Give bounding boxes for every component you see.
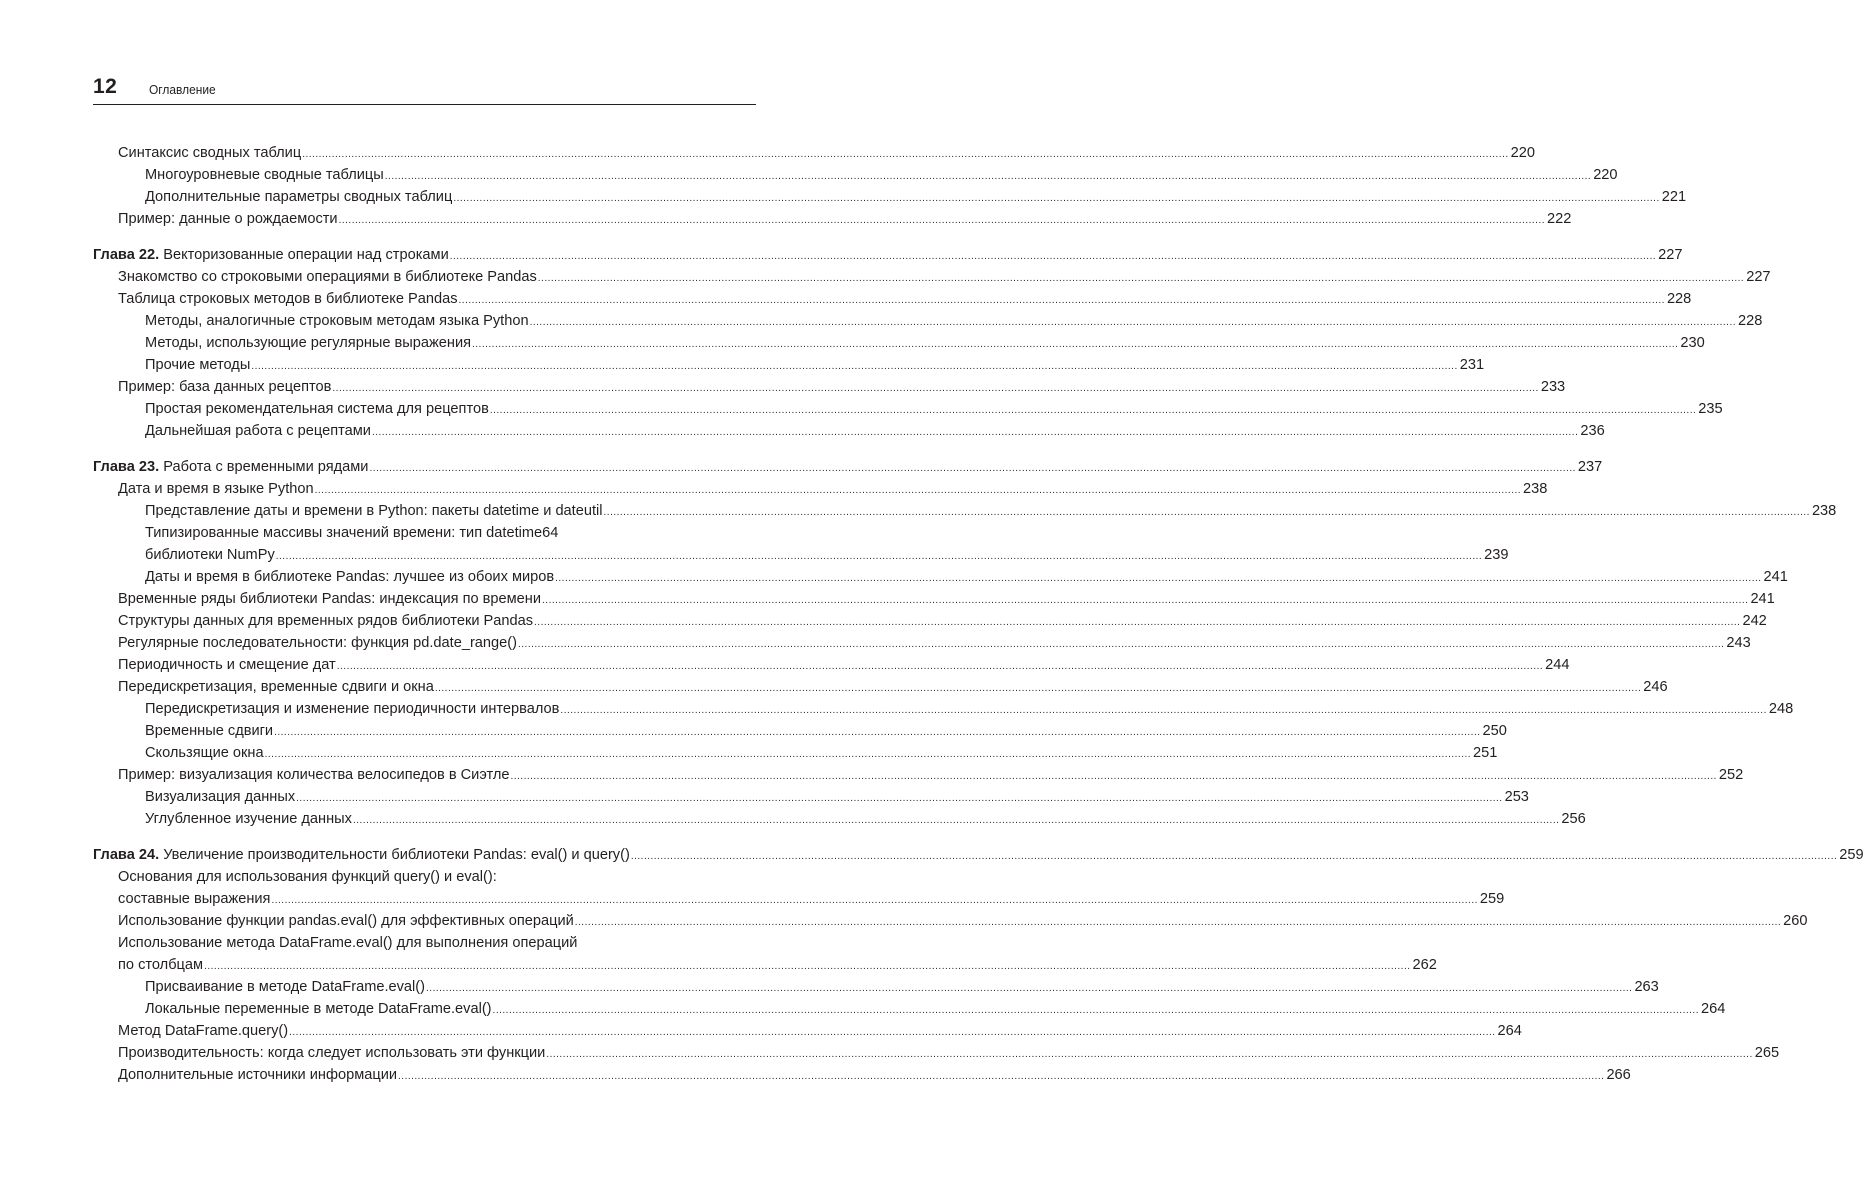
toc-entry bbox=[93, 310, 1763, 332]
toc-page-number: 236 bbox=[1580, 423, 1605, 439]
leader-dots bbox=[385, 166, 1591, 188]
toc-entry bbox=[93, 632, 1751, 654]
toc-entry bbox=[93, 566, 1788, 588]
toc-entry bbox=[93, 866, 1505, 910]
toc-entry-title: Передискретизация, временные сдвиги и окна bbox=[118, 679, 434, 695]
leader-dots bbox=[339, 210, 1545, 232]
toc-entry-last-line bbox=[118, 888, 1505, 910]
toc-page-number: 252 bbox=[1718, 767, 1744, 783]
leader-dots bbox=[575, 912, 1781, 934]
toc-entry-title: по столбцам bbox=[118, 957, 204, 973]
leader-dots bbox=[315, 480, 1521, 502]
toc-entry-title: Временные сдвиги bbox=[145, 723, 274, 739]
toc-page-number: 228 bbox=[1738, 313, 1763, 329]
toc-entry-title: Прочие методы bbox=[145, 357, 251, 373]
leader-dots bbox=[398, 1066, 1604, 1088]
toc-page-number: 264 bbox=[1497, 1023, 1522, 1039]
toc-chapter-name: Увеличение производительности библиотеки Pandas: eval() и query() bbox=[163, 847, 630, 863]
toc-entry bbox=[93, 976, 1659, 998]
toc-page-number: 221 bbox=[1661, 189, 1687, 205]
toc-page-number: 242 bbox=[1742, 613, 1767, 629]
running-head: Оглавление bbox=[149, 82, 216, 97]
leader-dots bbox=[546, 1044, 1752, 1066]
toc-entry-title: Периодичность и смещение дат bbox=[118, 657, 336, 673]
toc-entry bbox=[93, 398, 1723, 420]
toc-chapter-name: Векторизованные операции над строками bbox=[163, 247, 449, 263]
toc-entry bbox=[93, 998, 1726, 1020]
toc-entry-title: Регулярные последовательности: функция pd.date_range() bbox=[118, 635, 517, 651]
toc-entry-title: Представление даты и времени в Python: пакеты datetime и dateutil bbox=[145, 503, 603, 519]
toc-page-number: 227 bbox=[1658, 247, 1683, 263]
toc-chapter bbox=[93, 456, 1603, 478]
toc-entry bbox=[93, 786, 1529, 808]
toc-entry bbox=[93, 742, 1498, 764]
leader-dots bbox=[631, 846, 1837, 868]
leader-dots bbox=[542, 590, 1748, 612]
toc-entry-title: Метод DataFrame.query() bbox=[118, 1023, 289, 1039]
toc-entry-title: Дальнейшая работа с рецептами bbox=[145, 423, 371, 439]
toc-entry-title-line1: Типизированные массивы значений времени: тип datetime64 bbox=[145, 525, 559, 541]
leader-dots bbox=[369, 458, 1575, 480]
toc-chapter-number: Глава 23. bbox=[93, 459, 160, 475]
page-number: 12 bbox=[93, 75, 118, 98]
toc-page-number: 259 bbox=[1479, 891, 1505, 907]
toc-page-number: 263 bbox=[1634, 979, 1659, 995]
toc-page-number: 220 bbox=[1593, 167, 1618, 183]
toc-entry bbox=[93, 1020, 1522, 1042]
toc-entry-title: Присваивание в методе DataFrame.eval() bbox=[145, 979, 426, 995]
toc-entry bbox=[93, 522, 1509, 566]
toc-entry bbox=[93, 654, 1570, 676]
leader-dots bbox=[274, 722, 1480, 744]
toc-chapter bbox=[93, 844, 1864, 866]
toc-page-number: 237 bbox=[1577, 459, 1603, 475]
toc-page-number: 241 bbox=[1750, 591, 1775, 607]
toc-entry-title: Методы, аналогичные строковым методам языка Python bbox=[145, 313, 529, 329]
toc-page-number: 253 bbox=[1504, 789, 1529, 805]
leader-dots bbox=[604, 502, 1810, 524]
toc-entry bbox=[93, 208, 1572, 230]
toc-entry bbox=[93, 1064, 1631, 1086]
toc-entry-title: Простая рекомендательная система для рецептов bbox=[145, 401, 489, 417]
leader-dots bbox=[302, 144, 1508, 166]
toc-entry-title: Знакомство со строковыми операциями в библиотеке Pandas bbox=[118, 269, 537, 285]
toc-page-number: 230 bbox=[1680, 335, 1705, 351]
leader-dots bbox=[251, 356, 1457, 378]
toc-entry-title: составные выражения bbox=[118, 891, 271, 907]
leader-dots bbox=[490, 400, 1696, 422]
toc-entry bbox=[93, 478, 1548, 500]
leader-dots bbox=[453, 188, 1659, 210]
toc-page-number: 256 bbox=[1561, 811, 1586, 827]
toc-entry bbox=[93, 698, 1794, 720]
toc-entry bbox=[93, 932, 1437, 976]
toc-page-number: 233 bbox=[1540, 379, 1566, 395]
toc-page-number: 222 bbox=[1547, 211, 1572, 227]
toc-page-number: 250 bbox=[1482, 723, 1507, 739]
toc-entry bbox=[93, 186, 1687, 208]
toc-page-number: 264 bbox=[1700, 1001, 1726, 1017]
toc-entry-title: Методы, использующие регулярные выражения bbox=[145, 335, 471, 351]
toc-entry-last-line bbox=[145, 544, 1509, 566]
leader-dots bbox=[372, 422, 1578, 444]
toc-entry-title: Даты и время в библиотеке Pandas: лучшее из обоих миров bbox=[145, 569, 555, 585]
toc-chapter-number: Глава 24. bbox=[93, 847, 160, 863]
toc-page-number: 239 bbox=[1484, 547, 1509, 563]
toc-chapter-number: Глава 22. bbox=[93, 247, 160, 263]
toc-entry-title: Дата и время в языке Python bbox=[118, 481, 314, 497]
toc-entry-title: Дополнительные параметры сводных таблиц bbox=[145, 189, 453, 205]
toc-page-number: 241 bbox=[1763, 569, 1788, 585]
toc-entry-title: Производительность: когда следует использовать эти функции bbox=[118, 1045, 546, 1061]
toc-chapter bbox=[93, 244, 1683, 266]
toc-page-number: 244 bbox=[1545, 657, 1570, 673]
leader-dots bbox=[459, 290, 1665, 312]
toc-entry bbox=[93, 142, 1535, 164]
leader-dots bbox=[518, 634, 1724, 656]
leader-dots bbox=[296, 788, 1502, 810]
leader-dots bbox=[271, 890, 1477, 912]
toc-entry-title: Структуры данных для временных рядов библиотеки Pandas bbox=[118, 613, 534, 629]
toc-page-number: 246 bbox=[1643, 679, 1668, 695]
leader-dots bbox=[204, 956, 1410, 978]
toc-entry bbox=[93, 764, 1744, 786]
toc-entry bbox=[93, 1042, 1780, 1064]
toc-page-number: 262 bbox=[1412, 957, 1437, 973]
toc-entry-title: Дополнительные источники информации bbox=[118, 1067, 398, 1083]
toc-entry-title: Углубленное изучение данных bbox=[145, 811, 352, 827]
leader-dots bbox=[265, 744, 1471, 766]
toc-entry bbox=[93, 610, 1767, 632]
toc-entry-last-line bbox=[118, 954, 1437, 976]
toc-entry bbox=[93, 588, 1775, 610]
toc-entry-title: Пример: данные о рождаемости bbox=[118, 211, 338, 227]
toc-page-number: 231 bbox=[1459, 357, 1485, 373]
toc-entry-title: Передискретизация и изменение периодичности интервалов bbox=[145, 701, 560, 717]
toc-entry-title: Пример: база данных рецептов bbox=[118, 379, 332, 395]
toc-entry bbox=[93, 910, 1808, 932]
leader-dots bbox=[332, 378, 1538, 400]
leader-dots bbox=[289, 1022, 1495, 1044]
toc-entry bbox=[93, 376, 1566, 398]
toc-entry-title: Таблица строковых методов в библиотеке Pandas bbox=[118, 291, 458, 307]
toc-page-number: 220 bbox=[1510, 145, 1535, 161]
toc-chapter-title bbox=[93, 456, 368, 478]
toc-entry bbox=[93, 164, 1618, 186]
toc-page-number: 259 bbox=[1839, 847, 1864, 863]
toc-entry-title: Локальные переменные в методе DataFrame.eval() bbox=[145, 1001, 492, 1017]
toc-page-number: 235 bbox=[1698, 401, 1723, 417]
toc-entry bbox=[93, 332, 1705, 354]
toc-entry-title: Пример: визуализация количества велосипедов в Сиэтле bbox=[118, 767, 510, 783]
toc-entry-title: библиотеки NumPy bbox=[145, 547, 275, 563]
leader-dots bbox=[555, 568, 1761, 590]
toc-page-number: 243 bbox=[1726, 635, 1751, 651]
toc-entry bbox=[93, 420, 1605, 442]
leader-dots bbox=[534, 612, 1740, 634]
toc-chapter-title bbox=[93, 244, 449, 266]
leader-dots bbox=[510, 766, 1716, 788]
leader-dots bbox=[538, 268, 1744, 290]
leader-dots bbox=[450, 246, 1656, 268]
toc-entry-title: Синтаксис сводных таблиц bbox=[118, 145, 302, 161]
toc-entry bbox=[93, 500, 1837, 522]
leader-dots bbox=[493, 1000, 1699, 1022]
toc-page-number: 238 bbox=[1811, 503, 1837, 519]
toc-entry-title: Временные ряды библиотеки Pandas: индексация по времени bbox=[118, 591, 542, 607]
toc-page-number: 266 bbox=[1606, 1067, 1631, 1083]
toc-entry-title-line1: Использование метода DataFrame.eval() для выполнения операций bbox=[118, 935, 578, 951]
toc-page-number: 238 bbox=[1523, 481, 1548, 497]
toc-entry bbox=[93, 288, 1692, 310]
toc-chapter-title bbox=[93, 844, 630, 866]
toc-entry-title: Визуализация данных bbox=[145, 789, 296, 805]
leader-dots bbox=[435, 678, 1641, 700]
leader-dots bbox=[426, 978, 1632, 1000]
toc-entry-title: Скользящие окна bbox=[145, 745, 264, 761]
toc-page-number: 227 bbox=[1746, 269, 1771, 285]
toc-page-number: 248 bbox=[1768, 701, 1794, 717]
leader-dots bbox=[530, 312, 1736, 334]
table-of-contents bbox=[93, 142, 1864, 1086]
toc-entry bbox=[93, 676, 1668, 698]
toc-entry bbox=[93, 808, 1586, 830]
toc-chapter-name: Работа с временными рядами bbox=[163, 459, 369, 475]
toc-page-number: 251 bbox=[1473, 745, 1498, 761]
toc-entry bbox=[93, 354, 1485, 376]
toc-entry-title-line1: Основания для использования функций query() и eval(): bbox=[118, 869, 497, 885]
leader-dots bbox=[472, 334, 1678, 356]
leader-dots bbox=[353, 810, 1559, 832]
toc-entry-title: Использование функции pandas.eval() для эффективных операций bbox=[118, 913, 574, 929]
toc-entry bbox=[93, 720, 1507, 742]
toc-page-number: 228 bbox=[1666, 291, 1692, 307]
toc-entry-title: Многоуровневые сводные таблицы bbox=[145, 167, 384, 183]
leader-dots bbox=[276, 546, 1482, 568]
leader-dots bbox=[560, 700, 1766, 722]
toc-page-number: 265 bbox=[1754, 1045, 1780, 1061]
toc-entry bbox=[93, 266, 1771, 288]
toc-page-number: 260 bbox=[1783, 913, 1808, 929]
page-header bbox=[93, 74, 756, 105]
leader-dots bbox=[337, 656, 1543, 678]
